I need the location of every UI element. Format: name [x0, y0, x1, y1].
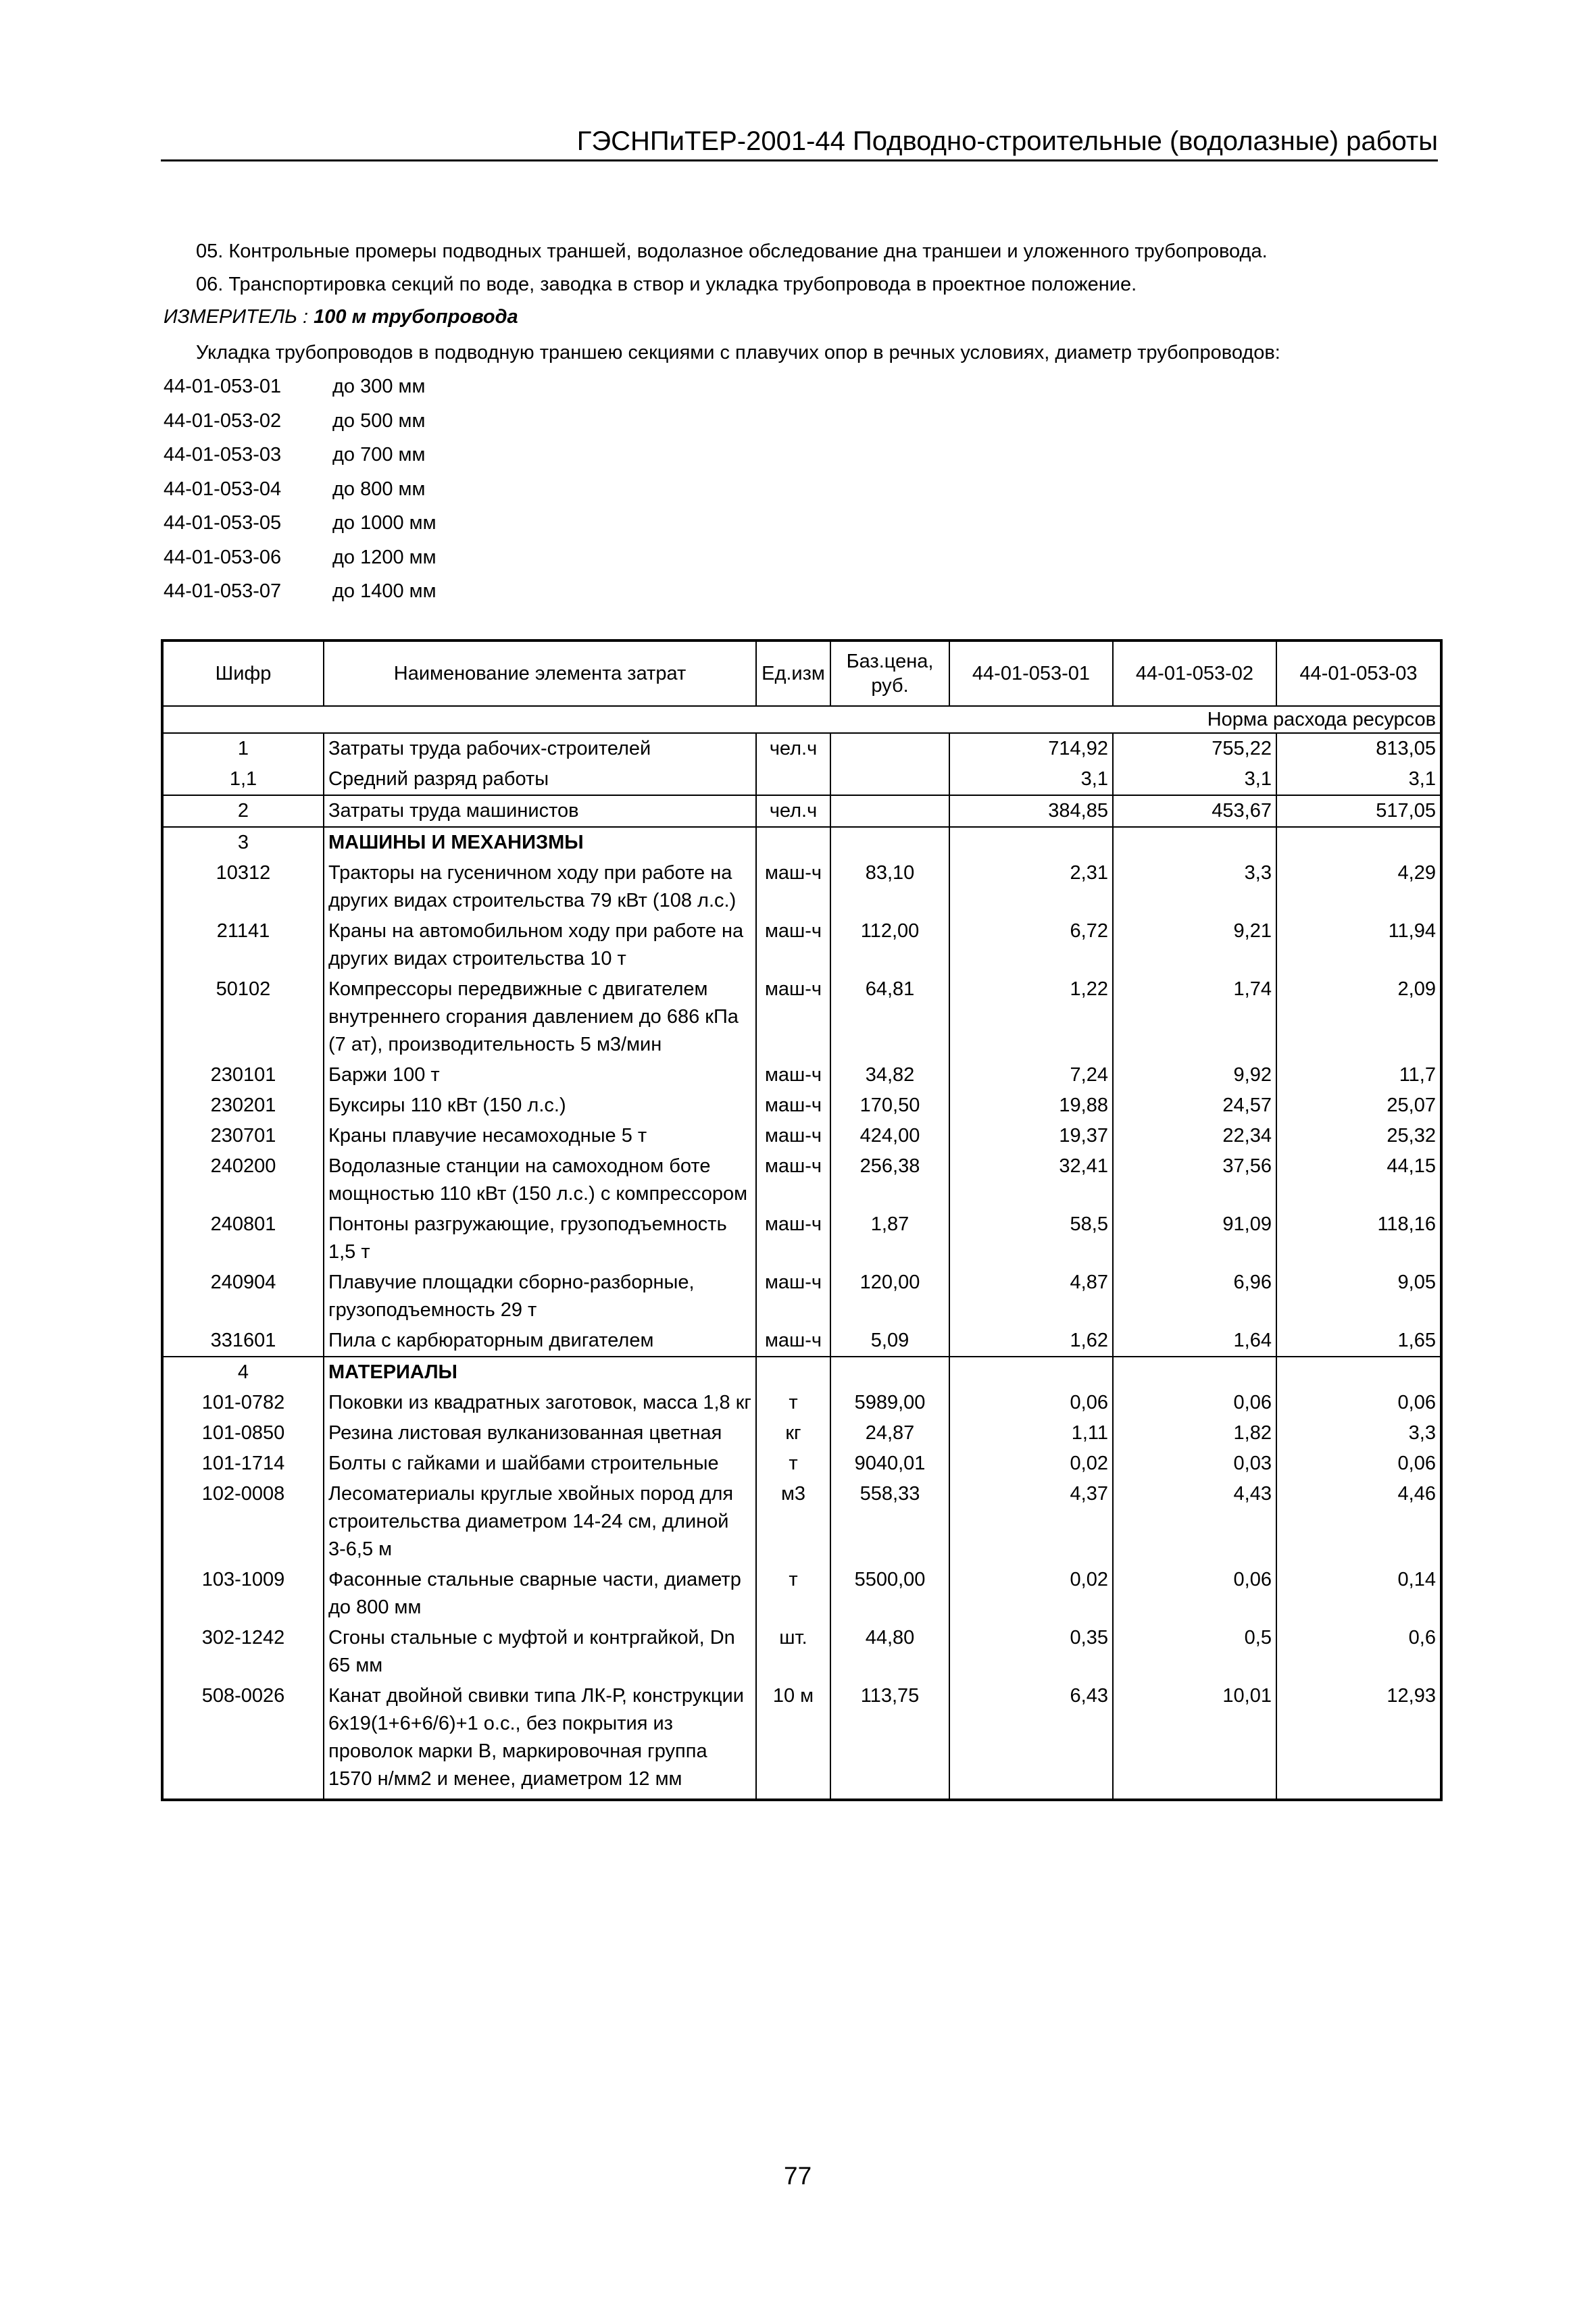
row-unit: т [756, 1449, 830, 1479]
row-code: 10312 [162, 858, 324, 916]
row-name: Канат двойной свивки типа ЛК-Р, конструкции 6х19(1+6+6/6)+1 о.с., без покрытия из проволок марки В, маркировочная группа 1570 н/мм2 и менее, диаметром 12 мм [324, 1681, 756, 1800]
row-name: Тракторы на гусеничном ходу при работе на других видах строительства 79 кВт (108 л.с.) [324, 858, 756, 916]
row-name: Фасонные стальные сварные части, диаметр до 800 мм [324, 1565, 756, 1623]
row-value-3: 3,1 [1276, 764, 1441, 795]
code-description: до 700 мм [332, 444, 426, 466]
table-row [162, 858, 1441, 916]
row-value-2: 0,5 [1113, 1623, 1276, 1681]
row-name: Сгоны стальные с муфтой и контргайкой, Dn 65 мм [324, 1623, 756, 1681]
row-name: Буксиры 110 кВт (150 л.с.) [324, 1090, 756, 1121]
row-price: 64,81 [830, 974, 949, 1060]
header-col2: 44-01-053-02 [1113, 640, 1276, 706]
row-name: Затраты труда машинистов [324, 795, 756, 827]
table-row [162, 733, 1441, 764]
note-06: 06. Транспортировка секций по воде, заводка в створ и укладка трубопровода в проектное положение. [196, 274, 1137, 295]
row-value-2 [1113, 827, 1276, 858]
row-value-1: 2,31 [949, 858, 1113, 916]
row-value-3: 1,65 [1276, 1326, 1441, 1357]
row-value-2: 3,1 [1113, 764, 1276, 795]
table-row [162, 827, 1441, 858]
header-name: Наименование элемента затрат [324, 640, 756, 706]
table-row [162, 974, 1441, 1060]
row-code: 3 [162, 827, 324, 858]
row-name: Водолазные станции на самоходном боте мощностью 110 кВт (150 л.с.) с компрессором [324, 1151, 756, 1209]
row-value-2: 755,22 [1113, 733, 1276, 764]
page-header [161, 119, 1438, 161]
row-name: Болты с гайками и шайбами строительные [324, 1449, 756, 1479]
row-value-2 [1113, 1357, 1276, 1388]
code-description: до 300 мм [332, 376, 426, 397]
row-unit [756, 1357, 830, 1388]
row-name: МАШИНЫ И МЕХАНИЗМЫ [324, 827, 756, 858]
row-unit: м3 [756, 1479, 830, 1565]
row-value-3: 2,09 [1276, 974, 1441, 1060]
row-value-2: 1,82 [1113, 1418, 1276, 1449]
row-unit: маш-ч [756, 1090, 830, 1121]
code-id: 44-01-053-01 [164, 376, 282, 397]
code-id: 44-01-053-06 [164, 546, 282, 568]
row-value-3: 3,3 [1276, 1418, 1441, 1449]
row-price: 113,75 [830, 1681, 949, 1800]
row-unit: кг [756, 1418, 830, 1449]
row-value-1: 58,5 [949, 1209, 1113, 1267]
row-value-1: 1,11 [949, 1418, 1113, 1449]
row-value-1: 19,37 [949, 1121, 1113, 1151]
row-price: 558,33 [830, 1479, 949, 1565]
code-list-item [164, 478, 437, 513]
row-unit: маш-ч [756, 1267, 830, 1326]
row-price [830, 764, 949, 795]
row-price: 120,00 [830, 1267, 949, 1326]
code-list-item [164, 580, 437, 615]
measure-value: 100 м трубопровода [314, 306, 518, 328]
row-unit: маш-ч [756, 1060, 830, 1090]
row-code: 240801 [162, 1209, 324, 1267]
table-row [162, 1418, 1441, 1449]
row-name: Резина листовая вулканизованная цветная [324, 1418, 756, 1449]
row-code: 101-1714 [162, 1449, 324, 1479]
table-row [162, 1121, 1441, 1151]
table-row [162, 795, 1441, 827]
row-value-2: 24,57 [1113, 1090, 1276, 1121]
row-value-1: 7,24 [949, 1060, 1113, 1090]
row-value-2: 0,06 [1113, 1565, 1276, 1623]
row-price: 256,38 [830, 1151, 949, 1209]
row-value-1 [949, 827, 1113, 858]
code-id: 44-01-053-04 [164, 478, 282, 500]
row-price: 44,80 [830, 1623, 949, 1681]
row-value-1: 0,02 [949, 1565, 1113, 1623]
row-value-3: 0,06 [1276, 1449, 1441, 1479]
row-value-3: 4,29 [1276, 858, 1441, 916]
row-value-1: 19,88 [949, 1090, 1113, 1121]
row-value-1: 6,72 [949, 916, 1113, 974]
row-unit: шт. [756, 1623, 830, 1681]
norm-label: Норма расхода ресурсов [949, 706, 1441, 733]
row-value-1: 1,62 [949, 1326, 1113, 1357]
row-value-1: 1,22 [949, 974, 1113, 1060]
code-description: до 1000 мм [332, 512, 437, 534]
row-code: 230201 [162, 1090, 324, 1121]
row-name: Лесоматериалы круглые хвойных пород для строительства диаметром 14-24 см, длиной 3-6,5 м [324, 1479, 756, 1565]
row-price [830, 795, 949, 827]
row-value-3: 11,7 [1276, 1060, 1441, 1090]
measure-label: ИЗМЕРИТЕЛЬ : [164, 306, 314, 328]
row-code: 230101 [162, 1060, 324, 1090]
row-name: Краны плавучие несамоходные 5 т [324, 1121, 756, 1151]
row-value-3: 0,06 [1276, 1388, 1441, 1418]
row-value-1: 0,06 [949, 1388, 1113, 1418]
code-description: до 1400 мм [332, 580, 437, 602]
row-value-3: 25,07 [1276, 1090, 1441, 1121]
code-description: до 500 мм [332, 409, 426, 432]
row-code: 101-0850 [162, 1418, 324, 1449]
row-price: 112,00 [830, 916, 949, 974]
row-value-2: 10,01 [1113, 1681, 1276, 1800]
header-title: ГЭСНПиТЕР-2001-44 Подводно-строительные (водолазные) работы [576, 126, 1438, 156]
code-list-item [164, 547, 437, 581]
code-list-item [164, 512, 437, 547]
row-name: Компрессоры передвижные с двигателем внутреннего сгорания давлением до 686 кПа (7 ат), производительность 5 м3/мин [324, 974, 756, 1060]
row-value-2: 1,64 [1113, 1326, 1276, 1357]
row-value-1: 32,41 [949, 1151, 1113, 1209]
row-name: Пила с карбюраторным двигателем [324, 1326, 756, 1357]
row-value-3 [1276, 827, 1441, 858]
row-value-1: 6,43 [949, 1681, 1113, 1800]
row-value-2: 37,56 [1113, 1151, 1276, 1209]
work-description: Укладка трубопроводов в подводную траншею секциями с плавучих опор в речных условиях, диаметр трубопроводов: [196, 342, 1280, 363]
row-name: Баржи 100 т [324, 1060, 756, 1090]
row-price [830, 733, 949, 764]
row-value-3: 813,05 [1276, 733, 1441, 764]
row-unit: чел.ч [756, 795, 830, 827]
row-code: 240904 [162, 1267, 324, 1326]
row-value-3: 12,93 [1276, 1681, 1441, 1800]
row-unit [756, 764, 830, 795]
row-code: 240200 [162, 1151, 324, 1209]
row-value-1: 0,35 [949, 1623, 1113, 1681]
row-value-2: 9,21 [1113, 916, 1276, 974]
row-unit: маш-ч [756, 916, 830, 974]
table-row [162, 916, 1441, 974]
row-unit: т [756, 1388, 830, 1418]
row-price: 5989,00 [830, 1388, 949, 1418]
row-value-3 [1276, 1357, 1441, 1388]
row-unit: маш-ч [756, 1326, 830, 1357]
row-unit: 10 м [756, 1681, 830, 1800]
row-unit: маш-ч [756, 1121, 830, 1151]
row-code: 103-1009 [162, 1565, 324, 1623]
header-col3: 44-01-053-03 [1276, 640, 1441, 706]
norm-row [162, 706, 1441, 733]
code-list-item [164, 376, 437, 410]
row-price: 5500,00 [830, 1565, 949, 1623]
row-price: 424,00 [830, 1121, 949, 1151]
row-code: 1 [162, 733, 324, 764]
row-value-1: 384,85 [949, 795, 1113, 827]
table-row [162, 1479, 1441, 1565]
row-value-3: 0,14 [1276, 1565, 1441, 1623]
row-code: 2 [162, 795, 324, 827]
row-value-2: 22,34 [1113, 1121, 1276, 1151]
table-row [162, 1357, 1441, 1388]
row-price: 5,09 [830, 1326, 949, 1357]
row-price: 170,50 [830, 1090, 949, 1121]
header-col1: 44-01-053-01 [949, 640, 1113, 706]
row-value-2: 91,09 [1113, 1209, 1276, 1267]
row-code: 102-0008 [162, 1479, 324, 1565]
row-value-3: 9,05 [1276, 1267, 1441, 1326]
row-code: 21141 [162, 916, 324, 974]
row-price: 83,10 [830, 858, 949, 916]
row-name: МАТЕРИАЛЫ [324, 1357, 756, 1388]
row-value-1: 0,02 [949, 1449, 1113, 1479]
table-row [162, 1565, 1441, 1623]
measure-unit [164, 306, 518, 328]
row-value-2: 4,43 [1113, 1479, 1276, 1565]
table-row [162, 1326, 1441, 1357]
row-value-1: 4,87 [949, 1267, 1113, 1326]
header-price: Баз.цена, руб. [830, 640, 949, 706]
row-code: 50102 [162, 974, 324, 1060]
row-code: 4 [162, 1357, 324, 1388]
row-unit: маш-ч [756, 1151, 830, 1209]
row-value-2: 3,3 [1113, 858, 1276, 916]
table-row [162, 1060, 1441, 1090]
table-row [162, 1681, 1441, 1800]
code-list [164, 376, 437, 615]
table-row [162, 1449, 1441, 1479]
table-row [162, 1267, 1441, 1326]
code-id: 44-01-053-07 [164, 580, 282, 602]
code-id: 44-01-053-02 [164, 409, 282, 432]
code-id: 44-01-053-03 [164, 444, 282, 466]
row-value-3: 25,32 [1276, 1121, 1441, 1151]
row-code: 302-1242 [162, 1623, 324, 1681]
row-unit: чел.ч [756, 733, 830, 764]
page-number: 77 [784, 2162, 812, 2190]
row-value-1: 3,1 [949, 764, 1113, 795]
row-price [830, 827, 949, 858]
row-value-3: 517,05 [1276, 795, 1441, 827]
table-row [162, 764, 1441, 795]
resource-table [161, 639, 1443, 1801]
row-value-2: 453,67 [1113, 795, 1276, 827]
header-unit: Ед.изм [756, 640, 830, 706]
row-value-3: 11,94 [1276, 916, 1441, 974]
table-row [162, 1090, 1441, 1121]
row-code: 331601 [162, 1326, 324, 1357]
row-value-3: 44,15 [1276, 1151, 1441, 1209]
row-price: 1,87 [830, 1209, 949, 1267]
table-row [162, 1151, 1441, 1209]
row-code: 1,1 [162, 764, 324, 795]
row-name: Средний разряд работы [324, 764, 756, 795]
table-header-row [162, 640, 1441, 706]
row-price: 9040,01 [830, 1449, 949, 1479]
row-name: Плавучие площадки сборно-разборные, грузоподъемность 29 т [324, 1267, 756, 1326]
row-price: 24,87 [830, 1418, 949, 1449]
row-code: 101-0782 [162, 1388, 324, 1418]
code-id: 44-01-053-05 [164, 512, 282, 534]
table-row [162, 1209, 1441, 1267]
row-value-2: 6,96 [1113, 1267, 1276, 1326]
code-list-item [164, 410, 437, 445]
row-name: Поковки из квадратных заготовок, масса 1,8 кг [324, 1388, 756, 1418]
row-unit: т [756, 1565, 830, 1623]
row-value-3: 118,16 [1276, 1209, 1441, 1267]
table-row [162, 1623, 1441, 1681]
row-value-2: 9,92 [1113, 1060, 1276, 1090]
norm-blank [162, 706, 949, 733]
row-unit [756, 827, 830, 858]
header-code: Шифр [162, 640, 324, 706]
row-value-2: 0,06 [1113, 1388, 1276, 1418]
code-list-item [164, 444, 437, 478]
row-code: 508-0026 [162, 1681, 324, 1800]
row-unit: маш-ч [756, 1209, 830, 1267]
row-name: Затраты труда рабочих-строителей [324, 733, 756, 764]
table-row [162, 1388, 1441, 1418]
row-value-1 [949, 1357, 1113, 1388]
row-price [830, 1357, 949, 1388]
code-description: до 800 мм [332, 478, 426, 500]
row-value-1: 4,37 [949, 1479, 1113, 1565]
row-unit: маш-ч [756, 974, 830, 1060]
row-value-3: 0,6 [1276, 1623, 1441, 1681]
code-description: до 1200 мм [332, 546, 437, 568]
row-name: Понтоны разгружающие, грузоподъемность 1,5 т [324, 1209, 756, 1267]
row-name: Краны на автомобильном ходу при работе на других видах строительства 10 т [324, 916, 756, 974]
row-price: 34,82 [830, 1060, 949, 1090]
row-value-2: 1,74 [1113, 974, 1276, 1060]
row-code: 230701 [162, 1121, 324, 1151]
row-value-1: 714,92 [949, 733, 1113, 764]
row-value-2: 0,03 [1113, 1449, 1276, 1479]
row-value-3: 4,46 [1276, 1479, 1441, 1565]
row-unit: маш-ч [756, 858, 830, 916]
note-05: 05. Контрольные промеры подводных траншей, водолазное обследование дна траншеи и уложенного трубопровода. [196, 241, 1268, 262]
